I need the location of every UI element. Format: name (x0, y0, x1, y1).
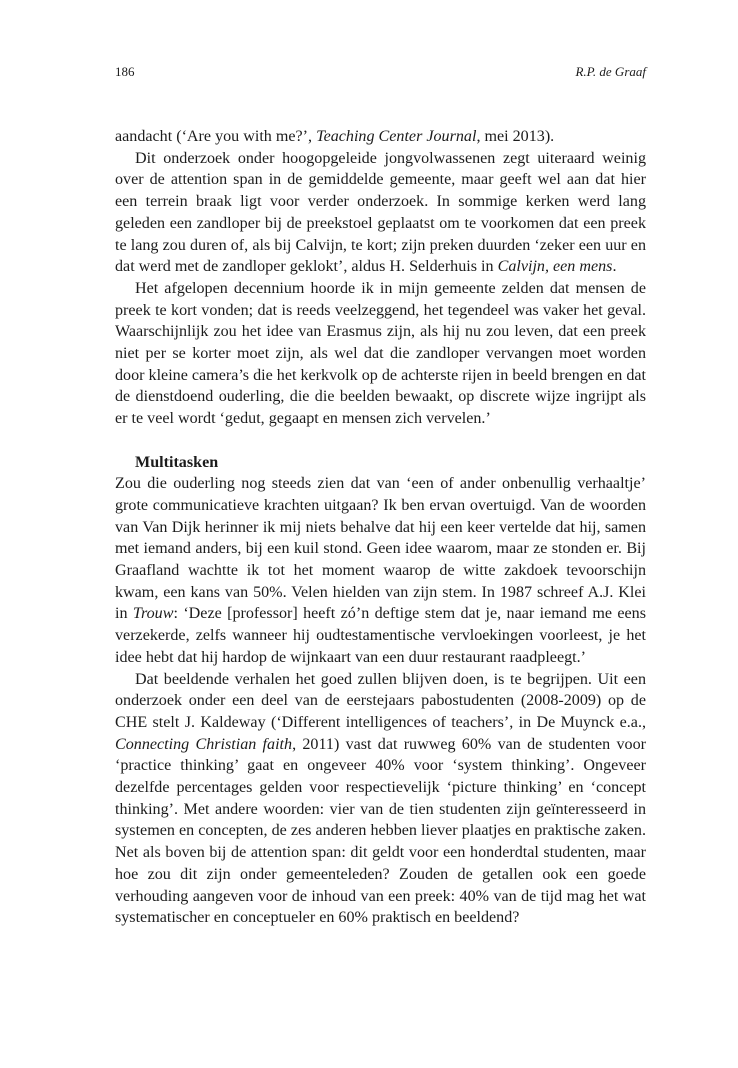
paragraph-1 (115, 126, 646, 148)
paragraph-3 (115, 278, 646, 430)
paragraph-1-text-b: , mei 2013). (476, 128, 555, 145)
paragraph-2-title: Calvijn, een mens (497, 258, 613, 276)
paragraph-2 (115, 148, 646, 278)
running-head: R.P. de Graaf (575, 64, 646, 79)
paragraph-4-title: Trouw (132, 605, 174, 623)
section-spacer (115, 430, 646, 452)
paragraph-1-title: Teaching Center Journal (316, 128, 477, 145)
paragraph-4-text-a: Zou die ouderling nog steeds zien dat van ‘een of ander onbenullig verhaaltje’ grote communicatieve krachten uitgaan? Ik ben ervan overtuigd. Van de woorden van Van Dijk herinner ik mij niets behalve dat hij een keer vertelde dat hij, samen met iemand anders, bij een kuil stond. Geen idee waarom, maar ze stonden er. Bij Graafland wachtte ik tot het moment waarop de witte zakdoek tevoorschijn kwam, een kans van 50%. Velen hielden van zijn stem. In 1987 schreef A.J. Klei in (115, 475, 646, 623)
paragraph-4 (115, 473, 646, 668)
paragraph-3-text: Het afgelopen decennium hoorde ik in mijn gemeente zelden dat mensen de preek te kort vonden; dat is reeds veelzeggend, het tegendeel was vaker het geval. Waarschijnlijk zou het idee van Erasmus zijn, als hij nu zou leven, dat een preek niet per se korter moet zijn, als wel dat die zandloper vervangen moet worden door kleine camera’s die het kerkvolk op de achterste rijen in beeld brengen en dat de dienstdoend ouderling, die die beelden bewaakt, op discrete wijze ingrijpt als er te veel wordt ‘gedut, gegaapt en mensen zich vervelen.’ (115, 279, 646, 428)
paragraph-1-text-a: aandacht (‘Are you with me?’, (115, 128, 317, 145)
section-heading: Multitasken (135, 453, 219, 471)
body-text (115, 126, 646, 929)
paragraph-2-text-a: Dit onderzoek onder hoogopgeleide jongvolwassenen zegt uiteraard weinig over de attention span in de gemiddelde gemeente, maar geeft wel aan dat hier een terrein braak ligt voor verder onderzoek. In sommige kerken werd lang geleden een zandloper bij de preekstoel geplaatst om te voorkomen dat een preek te lang zou duren of, als bij Calvijn, te kort; zijn preken duurden ‘zeker een uur en dat werd met de zandloper geklokt’, aldus H. Selderhuis in (115, 149, 646, 276)
paragraph-2-text-b: . (612, 258, 617, 276)
paragraph-5-text-a: Dat beeldende verhalen het goed zullen blijven doen, is te begrijpen. Uit een onderzoek onder een deel van de eerstejaars pabostudenten (2008-2009) op de CHE stelt J. Kaldeway (‘Different intelligences of teachers’, in De Muynck e.a., (115, 670, 646, 731)
paragraph-4-text-b: : ‘Deze [professor] heeft zó’n deftige stem dat je, naar iemand me eens verzekerde, zelfs wanneer hij oudtestamentische vervloekingen voorleest, je het idee hebt dat hij hardop de wijnkaart van een duur restaurant raadpleegt.’ (115, 605, 646, 666)
paragraph-5-title: Connecting Christian faith (115, 735, 293, 753)
page-number: 186 (115, 64, 135, 79)
paragraph-5-text-b: , 2011) vast dat ruwweg 60% van de studenten voor ‘practice thinking’ gaat en ongeveer 40% voor ‘system thinking’. Ongeveer dezelfde percentages gelden voor respectievelijk ‘picture thinking’ en ‘concept thinking’. Met andere woorden: vier van de tien studenten zijn geïnteresseerd in systemen en concepten, de zes anderen hebben liever plaatjes en praktische zaken. Net als boven bij de attention span: dit geldt voor een honderdtal studenten, maar hoe zou dit zijn onder gemeenteleden? Zouden de getallen ook een goede verhouding aangeven voor de inhoud van een preek: 40% van de tijd mag het wat systematischer en conceptueler en 60% praktisch en beeldend? (115, 735, 646, 927)
paragraph-5 (115, 669, 646, 929)
